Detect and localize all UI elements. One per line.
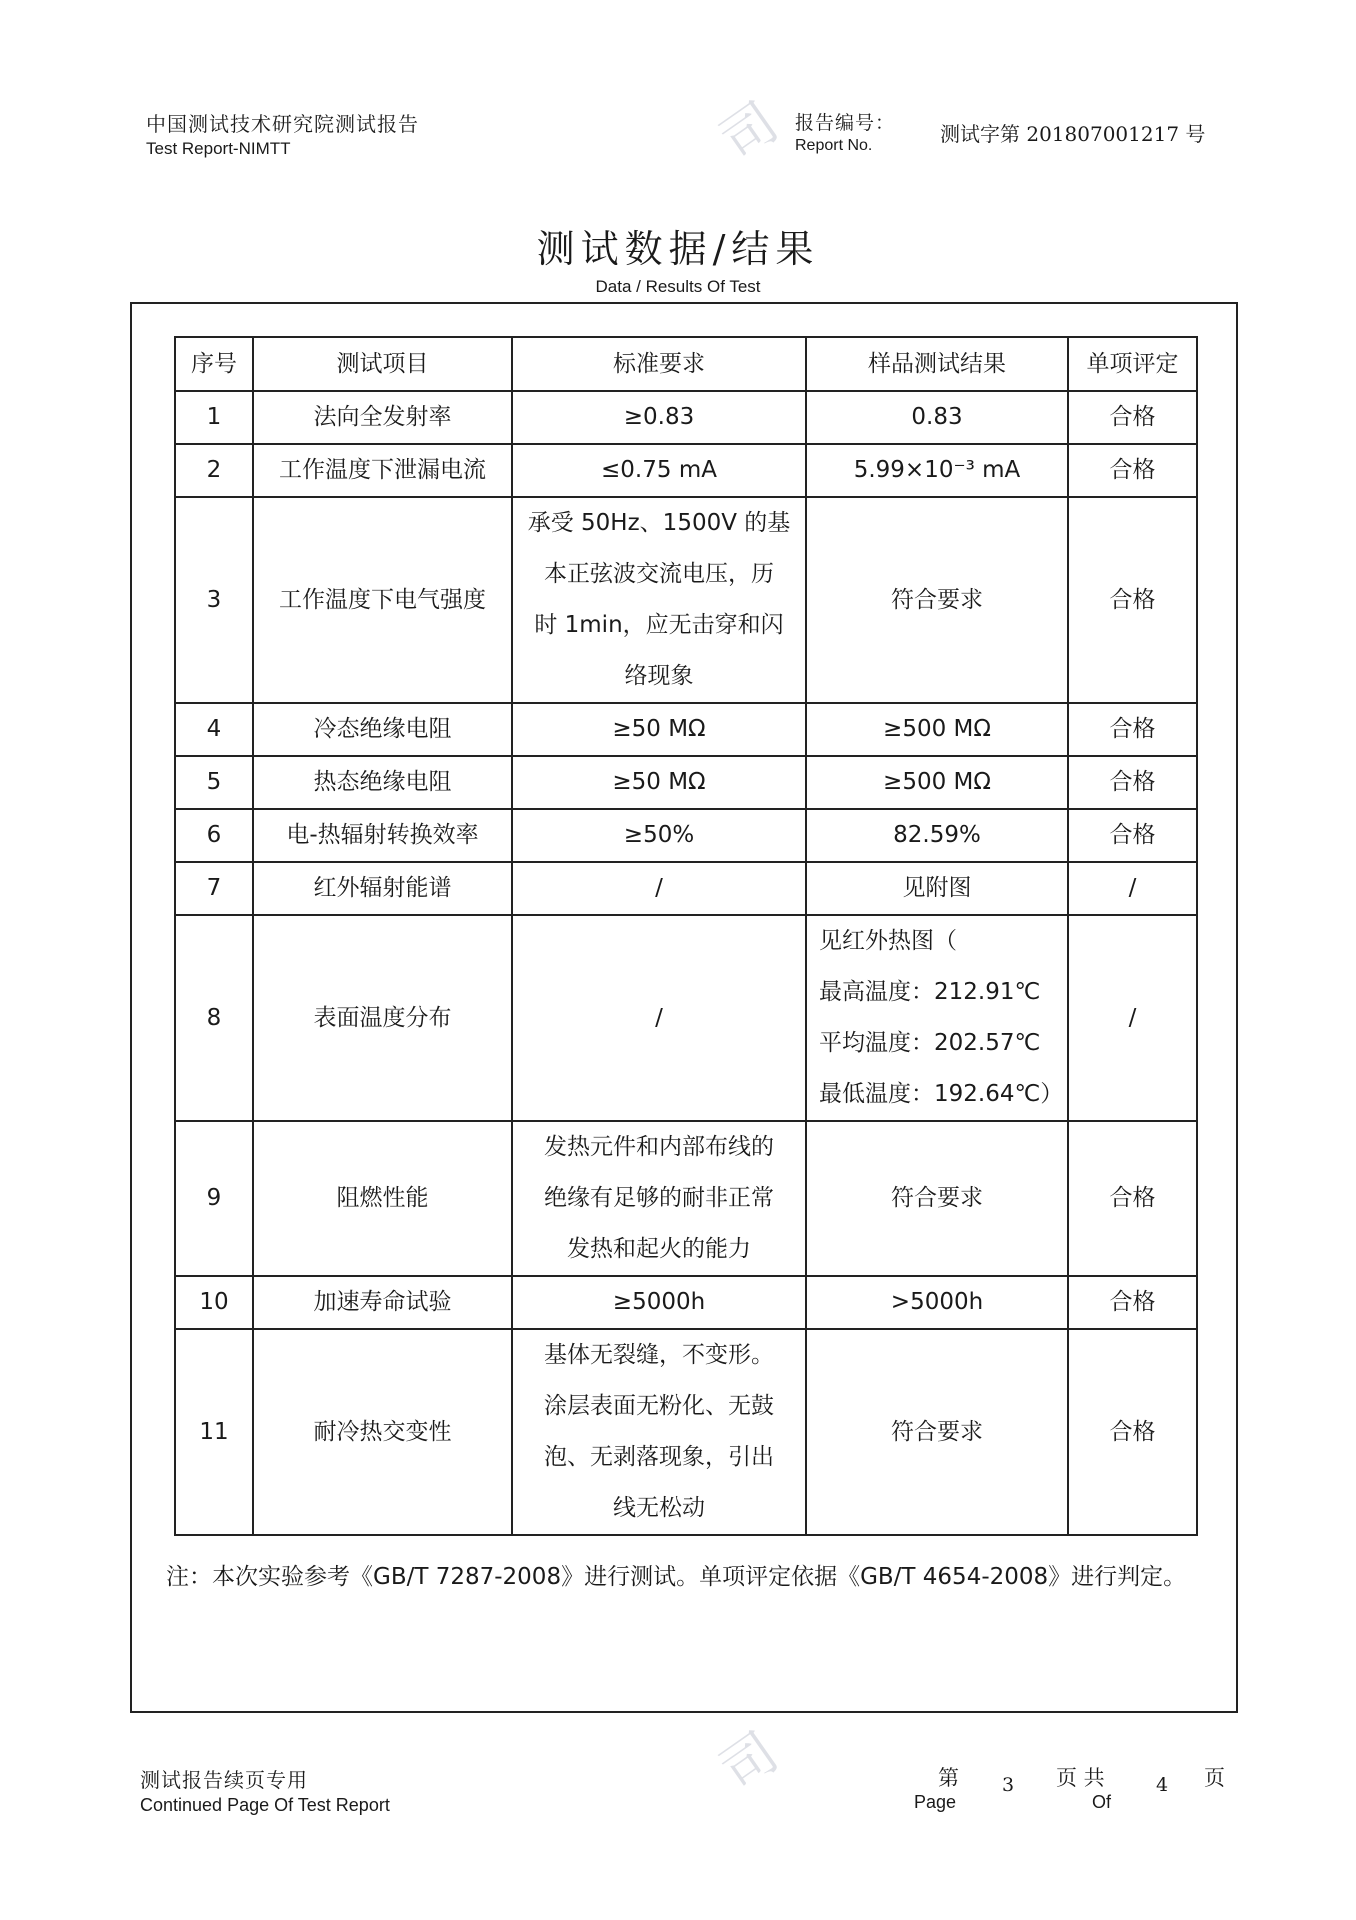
table-row	[175, 915, 1197, 1121]
page-title-en: Data / Results Of Test	[595, 277, 761, 296]
note-text: 注：本次实验参考《GB/T 7287-2008》进行测试。单项评定依据《GB/T 4654-2008》进行判定。	[166, 1564, 1187, 1590]
org-name-en: Test Report-NIMTT	[146, 139, 291, 158]
requirement-cell	[512, 809, 806, 862]
verdict-cell: 合格	[1068, 703, 1197, 756]
test-item: 阻燃性能	[253, 1121, 512, 1276]
header-no: 序号	[175, 337, 253, 391]
result-cell-line: 最高温度：212.91℃	[819, 979, 1041, 1005]
requirement-cell-line: 发热和起火的能力	[567, 1236, 751, 1262]
requirement-cell-line: ≥0.83	[623, 404, 695, 430]
row-number: 10	[175, 1276, 253, 1329]
requirement-cell-line: 涂层表面无粉化、无鼓	[544, 1393, 774, 1419]
result-cell-line: 0.83	[911, 404, 963, 430]
result-cell	[806, 444, 1068, 497]
result-cell	[806, 1121, 1068, 1276]
requirement-cell	[512, 391, 806, 444]
result-cell	[806, 1329, 1068, 1535]
test-item: 耐冷热交变性	[253, 1329, 512, 1535]
row-number: 3	[175, 497, 253, 703]
row-number: 8	[175, 915, 253, 1121]
verdict-cell: 合格	[1068, 756, 1197, 809]
requirement-cell-line: 绝缘有足够的耐非正常	[544, 1185, 774, 1211]
test-item: 热态绝缘电阻	[253, 756, 512, 809]
row-number: 7	[175, 862, 253, 915]
row-number: 4	[175, 703, 253, 756]
verdict-cell: 合格	[1068, 1121, 1197, 1276]
verdict-cell: 合格	[1068, 809, 1197, 862]
result-cell	[806, 1276, 1068, 1329]
requirement-cell-line: 时 1min，应无击穿和闪	[534, 612, 784, 638]
report-number-block	[795, 108, 1206, 155]
requirement-cell-line: 线无松动	[613, 1495, 705, 1521]
table-header-row	[175, 337, 1197, 391]
requirement-cell-line: ≥50 MΩ	[612, 716, 706, 742]
header-item: 测试项目	[253, 337, 512, 391]
result-cell	[806, 862, 1068, 915]
table-row	[175, 809, 1197, 862]
result-cell	[806, 756, 1068, 809]
page-ye-gong-label: 页 共	[1056, 1766, 1105, 1790]
table-row	[175, 1121, 1197, 1276]
result-cell-line: 82.59%	[893, 822, 981, 848]
test-item: 表面温度分布	[253, 915, 512, 1121]
requirement-cell	[512, 703, 806, 756]
requirement-cell-line: ≥50 MΩ	[612, 769, 706, 795]
test-item: 电-热辐射转换效率	[253, 809, 512, 862]
result-cell	[806, 809, 1068, 862]
requirement-cell-line: ≥50%	[623, 822, 695, 848]
report-no-label-cn: 报告编号：	[795, 112, 896, 134]
page-title-cn: 测试数据/结果	[536, 227, 820, 271]
requirement-cell-line: /	[655, 875, 663, 901]
requirement-cell	[512, 1121, 806, 1276]
result-cell-line: 平均温度：202.57℃	[819, 1030, 1041, 1056]
requirement-cell	[512, 756, 806, 809]
requirement-cell-line: 本正弦波交流电压，历	[544, 561, 774, 587]
requirement-cell	[512, 1276, 806, 1329]
footer-label	[140, 1764, 390, 1816]
result-cell	[806, 915, 1068, 1121]
test-item: 冷态绝缘电阻	[253, 703, 512, 756]
page-ye-label: 页	[1204, 1766, 1225, 1790]
report-no-label-en: Report No.	[795, 137, 873, 154]
page-title	[0, 218, 1356, 297]
header-verdict: 单项评定	[1068, 337, 1197, 391]
current-page-number: 3	[1002, 1774, 1015, 1796]
requirement-cell-line: 发热元件和内部布线的	[544, 1134, 774, 1160]
stamp-watermark-upper: 司	[709, 90, 790, 174]
requirement-cell-line: /	[655, 1004, 663, 1031]
test-item: 红外辐射能谱	[253, 862, 512, 915]
row-number: 6	[175, 809, 253, 862]
table-row	[175, 1276, 1197, 1329]
result-cell-line: ≥500 MΩ	[883, 769, 991, 795]
row-number: 2	[175, 444, 253, 497]
row-number: 1	[175, 391, 253, 444]
table-row	[175, 1329, 1197, 1535]
requirement-cell-line: 络现象	[624, 663, 694, 689]
table-row	[175, 444, 1197, 497]
test-item: 工作温度下电气强度	[253, 497, 512, 703]
requirement-cell	[512, 862, 806, 915]
verdict-cell: 合格	[1068, 391, 1197, 444]
requirement-cell-line: 基体无裂缝，不变形。	[544, 1342, 774, 1368]
page-en-label: Page	[914, 1792, 957, 1812]
result-cell	[806, 703, 1068, 756]
verdict-cell: 合格	[1068, 497, 1197, 703]
requirement-cell-line: ≤0.75 mA	[601, 457, 717, 483]
footer-label-cn: 测试报告续页专用	[140, 1768, 308, 1792]
result-cell-line: 见红外热图（	[819, 928, 957, 954]
total-pages-number: 4	[1156, 1774, 1169, 1796]
result-cell-line: >5000h	[890, 1289, 984, 1315]
table-body	[175, 391, 1197, 1535]
table-row	[175, 391, 1197, 444]
result-cell-line: 符合要求	[891, 1418, 983, 1445]
requirement-cell	[512, 444, 806, 497]
test-item: 工作温度下泄漏电流	[253, 444, 512, 497]
report-no-value: 测试字第 201807001217 号	[940, 122, 1206, 146]
verdict-cell: /	[1068, 862, 1197, 915]
result-cell-line: 5.99×10⁻³ mA	[853, 457, 1021, 483]
requirement-cell	[512, 1329, 806, 1535]
header-result: 样品测试结果	[806, 337, 1068, 391]
row-number: 9	[175, 1121, 253, 1276]
result-cell-line: ≥500 MΩ	[883, 716, 991, 742]
table-row	[175, 497, 1197, 703]
verdict-cell: /	[1068, 915, 1197, 1121]
requirement-cell-line: 承受 50Hz、1500V 的基	[527, 510, 791, 536]
page-of-label: Of	[1092, 1792, 1112, 1812]
result-cell-line: 符合要求	[891, 586, 983, 613]
requirement-cell	[512, 915, 806, 1121]
verdict-cell: 合格	[1068, 1329, 1197, 1535]
report-header-org	[146, 108, 419, 159]
header-requirement: 标准要求	[512, 337, 806, 391]
org-name-cn: 中国测试技术研究院测试报告	[146, 112, 419, 136]
page-counter	[910, 1762, 1240, 1822]
result-cell	[806, 391, 1068, 444]
requirement-cell-line: ≥5000h	[612, 1289, 706, 1315]
stamp-watermark-lower: 司	[709, 1720, 790, 1804]
result-cell-line: 最低温度：192.64℃）	[819, 1081, 1064, 1107]
footer-label-en: Continued Page Of Test Report	[140, 1795, 390, 1815]
verdict-cell: 合格	[1068, 1276, 1197, 1329]
table-row	[175, 862, 1197, 915]
verdict-cell: 合格	[1068, 444, 1197, 497]
result-cell-line: 符合要求	[891, 1185, 983, 1211]
test-item: 法向全发射率	[253, 391, 512, 444]
results-table	[174, 336, 1198, 1536]
requirement-cell	[512, 497, 806, 703]
row-number: 11	[175, 1329, 253, 1535]
page-di-label: 第	[938, 1766, 959, 1790]
requirement-cell-line: 泡、无剥落现象，引出	[544, 1444, 774, 1470]
row-number: 5	[175, 756, 253, 809]
result-cell-line: 见附图	[902, 875, 972, 901]
table-row	[175, 756, 1197, 809]
test-item: 加速寿命试验	[253, 1276, 512, 1329]
result-cell	[806, 497, 1068, 703]
table-row	[175, 703, 1197, 756]
